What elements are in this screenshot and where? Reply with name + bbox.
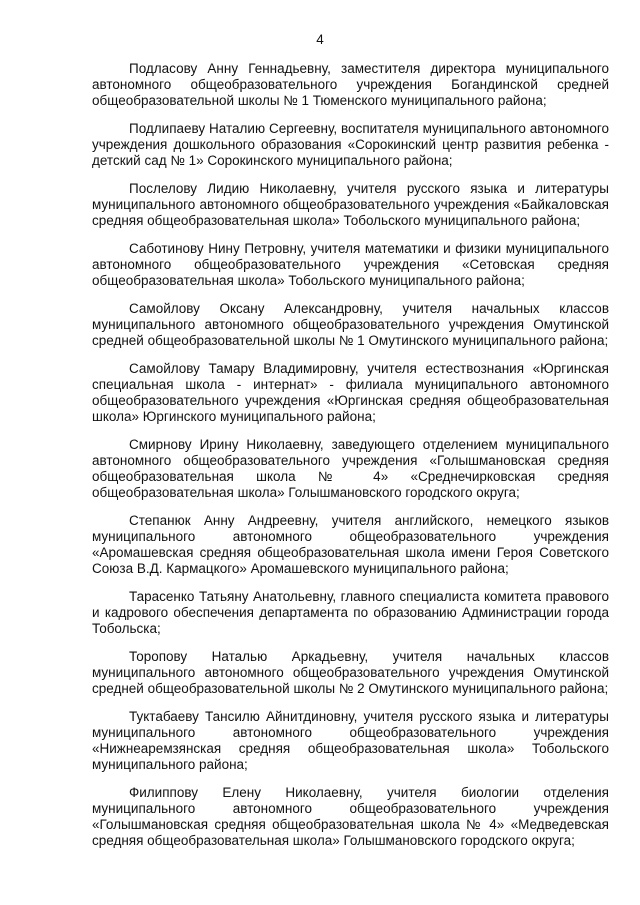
paragraph-samoylova-oksana: Самойлову Оксану Александровну, учителя начальных классов муниципального автономного общеобразовательного учреждения Омутинской средней общеобразовательной школы № 1 Омутинского муниципального района; [92, 301, 609, 348]
paragraph-sabotinova: Саботинову Нину Петровну, учителя математики и физики муниципального автономного общеобразовательного учреждения «Сетовская средняя общеобразовательная школа» Тобольского муниципального района; [92, 241, 609, 288]
paragraph-podlasova: Подласову Анну Геннадьевну, заместителя директора муниципального автономного общеобразовательного учреждения Богандинской средней общеобразовательной школы № 1 Тюменского муниципального района; [92, 61, 609, 108]
page-number: 4 [316, 32, 324, 47]
paragraph-toropova: Торопову Наталью Аркадьевну, учителя начальных классов муниципального автономного общеобразовательного учреждения Омутинской средней общеобразовательной школы № 2 Омутинского муниципального района; [92, 649, 609, 696]
document-body [92, 61, 609, 861]
paragraph-podlipaeva: Подлипаеву Наталию Сергеевну, воспитателя муниципального автономного учреждения дошкольного образования «Сорокинский центр развития ребенка - детский сад № 1» Сорокинского муниципального района; [92, 121, 609, 168]
paragraph-smirnova: Смирнову Ирину Николаевну, заведующего отделением муниципального автономного общеобразовательного учреждения «Голышмановская средняя общеобразовательная школа № 4» «Среднечирковская средняя общеобразовательная школа» Голышмановского городского округа; [92, 437, 609, 500]
paragraph-tarasenko: Тарасенко Татьяну Анатольевну, главного специалиста комитета правового и кадрового обеспечения департамента по образованию Администрации города Тобольска; [92, 589, 609, 636]
paragraph-filippova: Филиппову Елену Николаевну, учителя биологии отделения муниципального автономного общеобразовательного учреждения «Голышмановская средняя общеобразовательная школа № 4» «Медведевская средняя общеобразовательная школа» Голышмановского городского округа; [92, 785, 609, 848]
paragraph-tuktabaeva: Туктабаеву Тансилю Айнитдиновну, учителя русского языка и литературы муниципального автономного общеобразовательного учреждения «Нижнеаремзянская средняя общеобразовательная школа» Тобольского муниципального района; [92, 709, 609, 772]
paragraph-samoylova-tamara: Самойлову Тамару Владимировну, учителя естествознания «Юргинская специальная школа - интернат» - филиала муниципального автономного общеобразовательного учреждения «Юргинская средняя общеобразовательная школа» Юргинского муниципального района; [92, 361, 609, 424]
paragraph-poslelova: Послелову Лидию Николаевну, учителя русского языка и литературы муниципального автономного общеобразовательного учреждения «Байкаловская средняя общеобразовательная школа» Тобольского муниципального района; [92, 181, 609, 228]
paragraph-stepanyuk: Степанюк Анну Андреевну, учителя английского, немецкого языков муниципального автономного общеобразовательного учреждения «Аромашевская средняя общеобразовательная школа имени Героя Советского Союза В.Д. Кармацкого» Аромашевского муниципального района; [92, 513, 609, 576]
